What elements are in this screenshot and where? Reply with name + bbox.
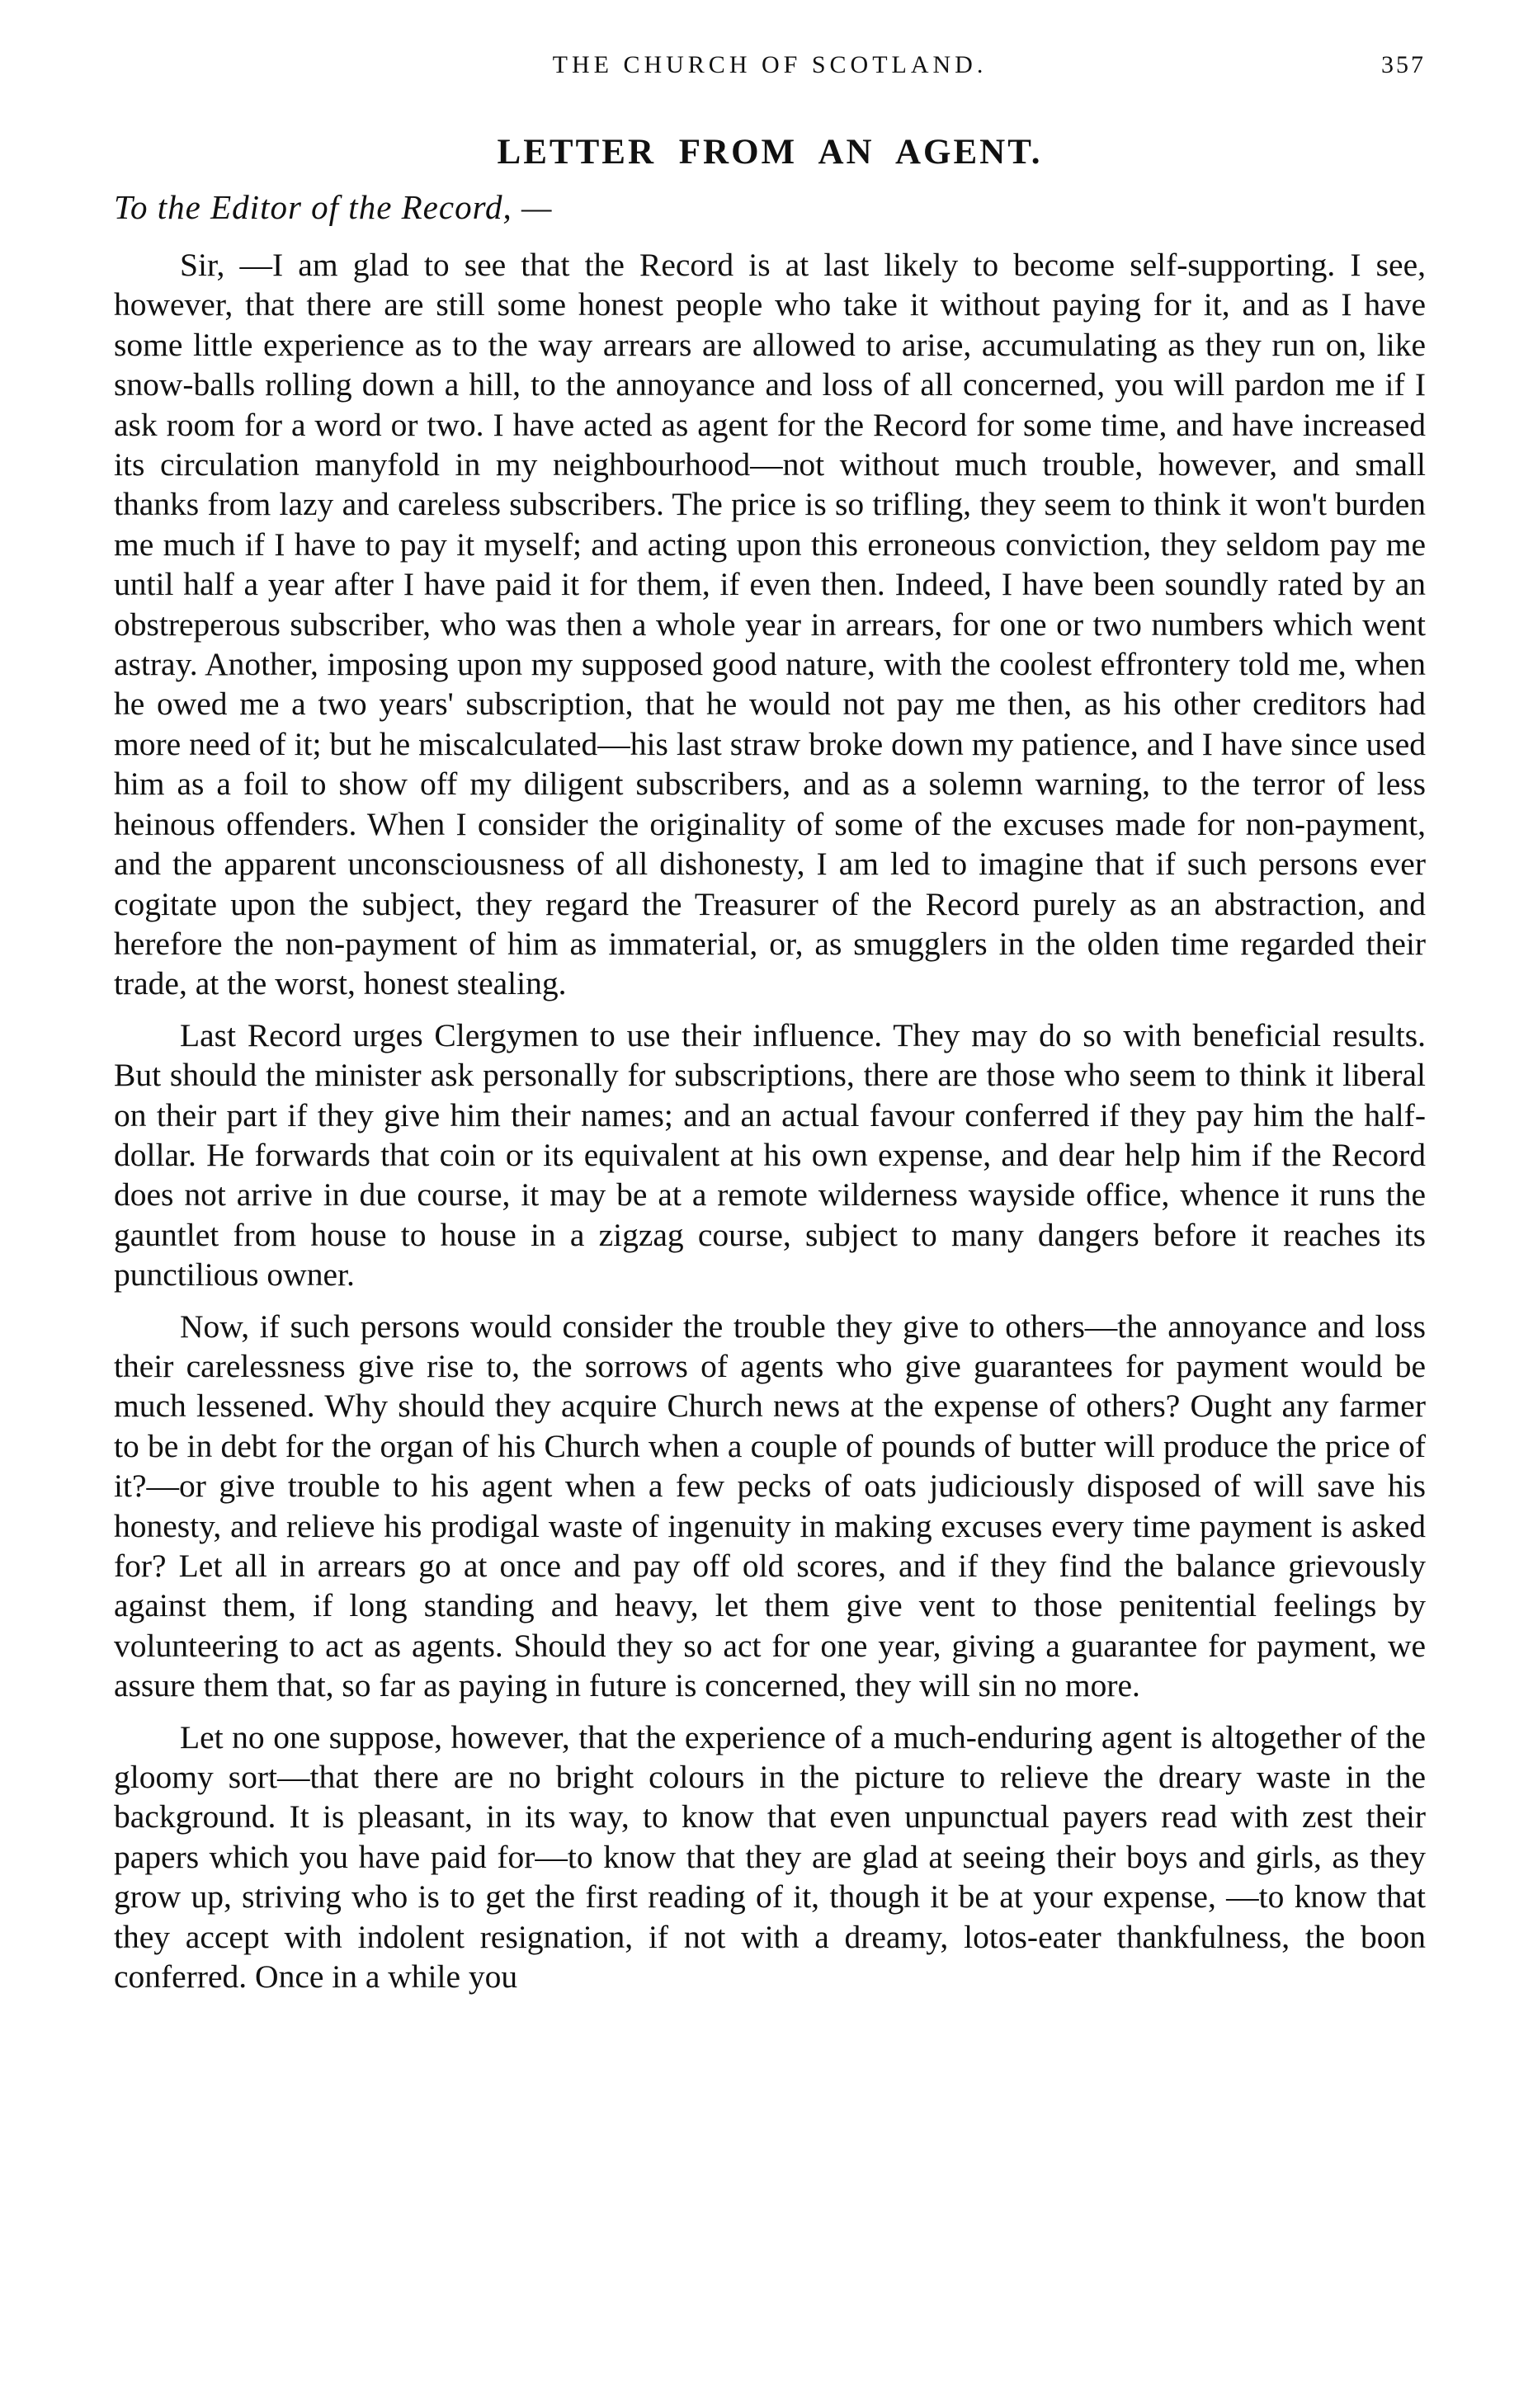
document-page (114, 51, 1426, 2377)
paragraph-2: Last Record urges Clergymen to use their influence. They may do so with beneficial results. But should the minister ask personally for subscriptions, there are those who seem to think it liberal on their part if they give him their names; and an actual favour conferred if they pay him the half-dollar. He forwards that coin or its equivalent at his own expense, and dear help him if the Record does not arrive in due course, it may be at a remote wilderness wayside office, whence it runs the gauntlet from house to house in a zigzag course, subject to many dangers before it reaches its punctilious owner. (114, 1016, 1426, 1294)
article-title: LETTER FROM AN AGENT. (497, 133, 1043, 172)
article-body (114, 245, 1426, 1996)
paragraph-1: Sir, —I am glad to see that the Record is at last likely to become self-supporting. I see, however, that there are still some honest people who take it without paying for it, and as I have some little experience as to the way arrears are allowed to arise, accumulating as they run on, like snow-balls rolling down a hill, to the annoyance and loss of all concerned, you will pardon me if I ask room for a word or two. I have acted as agent for the Record for some time, and have increased its circulation manyfold in my neighbourhood—not without much trouble, however, and small thanks from lazy and careless subscribers. The price is so trifling, they seem to think it won't burden me much if I have to pay it myself; and acting upon this erroneous conviction, they seldom pay me until half a year after I have paid it for them, if even then. Indeed, I have been soundly rated by an obstreperous subscriber, who was then a whole year in arrears, for one or two numbers which went astray. Another, imposing upon my supposed good nature, with the coolest effrontery told me, when he owed me a two years' subscription, that he would not pay me then, as his other creditors had more need of it; but he miscalculated—his last straw broke down my patience, and I have since used him as a foil to show off my diligent subscribers, and as a solemn warning, to the terror of less heinous offenders. When I consider the originality of some of the excuses made for non-payment, and the apparent unconsciousness of all dishonesty, I am led to imagine that if such persons ever cogitate upon the subject, they regard the Treasurer of the Record purely as an abstraction, and herefore the non-payment of him as immaterial, or, as smugglers in the olden time regarded their trade, at the worst, honest stealing. (114, 247, 1426, 1002)
salutation: To the Editor of the Record, — (114, 188, 553, 226)
paragraph-3: Now, if such persons would consider the trouble they give to others—the annoyance and loss their carelessness give rise to, the sorrows of agents who give guarantees for payment would be much lessened. Why should they acquire Church news at the expense of others? Ought any farmer to be in debt for the organ of his Church when a couple of pounds of butter will produce the price of it?—or give trouble to his agent when a few pecks of oats judiciously disposed of will save his honesty, and relieve his prodigal waste of ingenuity in making excuses every time payment is asked for? Let all in arrears go at once and pay off old scores, and if they find the balance grievously against them, if long standing and heavy, let them give vent to those penitential feelings by volunteering to act as agents. Should they so act for one year, giving a guarantee for payment, we assure them that, so far as paying in future is concerned, they will sin no more. (114, 1308, 1426, 1704)
page-number: 357 (1381, 51, 1426, 78)
running-head-title: THE CHURCH OF SCOTLAND. (552, 51, 988, 78)
paragraph-4: Let no one suppose, however, that the experience of a much-enduring agent is altogether of the gloomy sort—that there are no bright colours in the picture to relieve the dreary waste in the background. It is pleasant, in its way, to know that even unpunctual payers read with zest their papers which you have paid for—to know that they are glad at seeing their boys and girls, as they grow up, striving who is to get the first reading of it, though it be at your expense, —to know that they accept with indolent resignation, if not with a dreamy, lotos-eater thankfulness, the boon conferred. Once in a while you (114, 1718, 1426, 1996)
running-head (114, 51, 1426, 92)
